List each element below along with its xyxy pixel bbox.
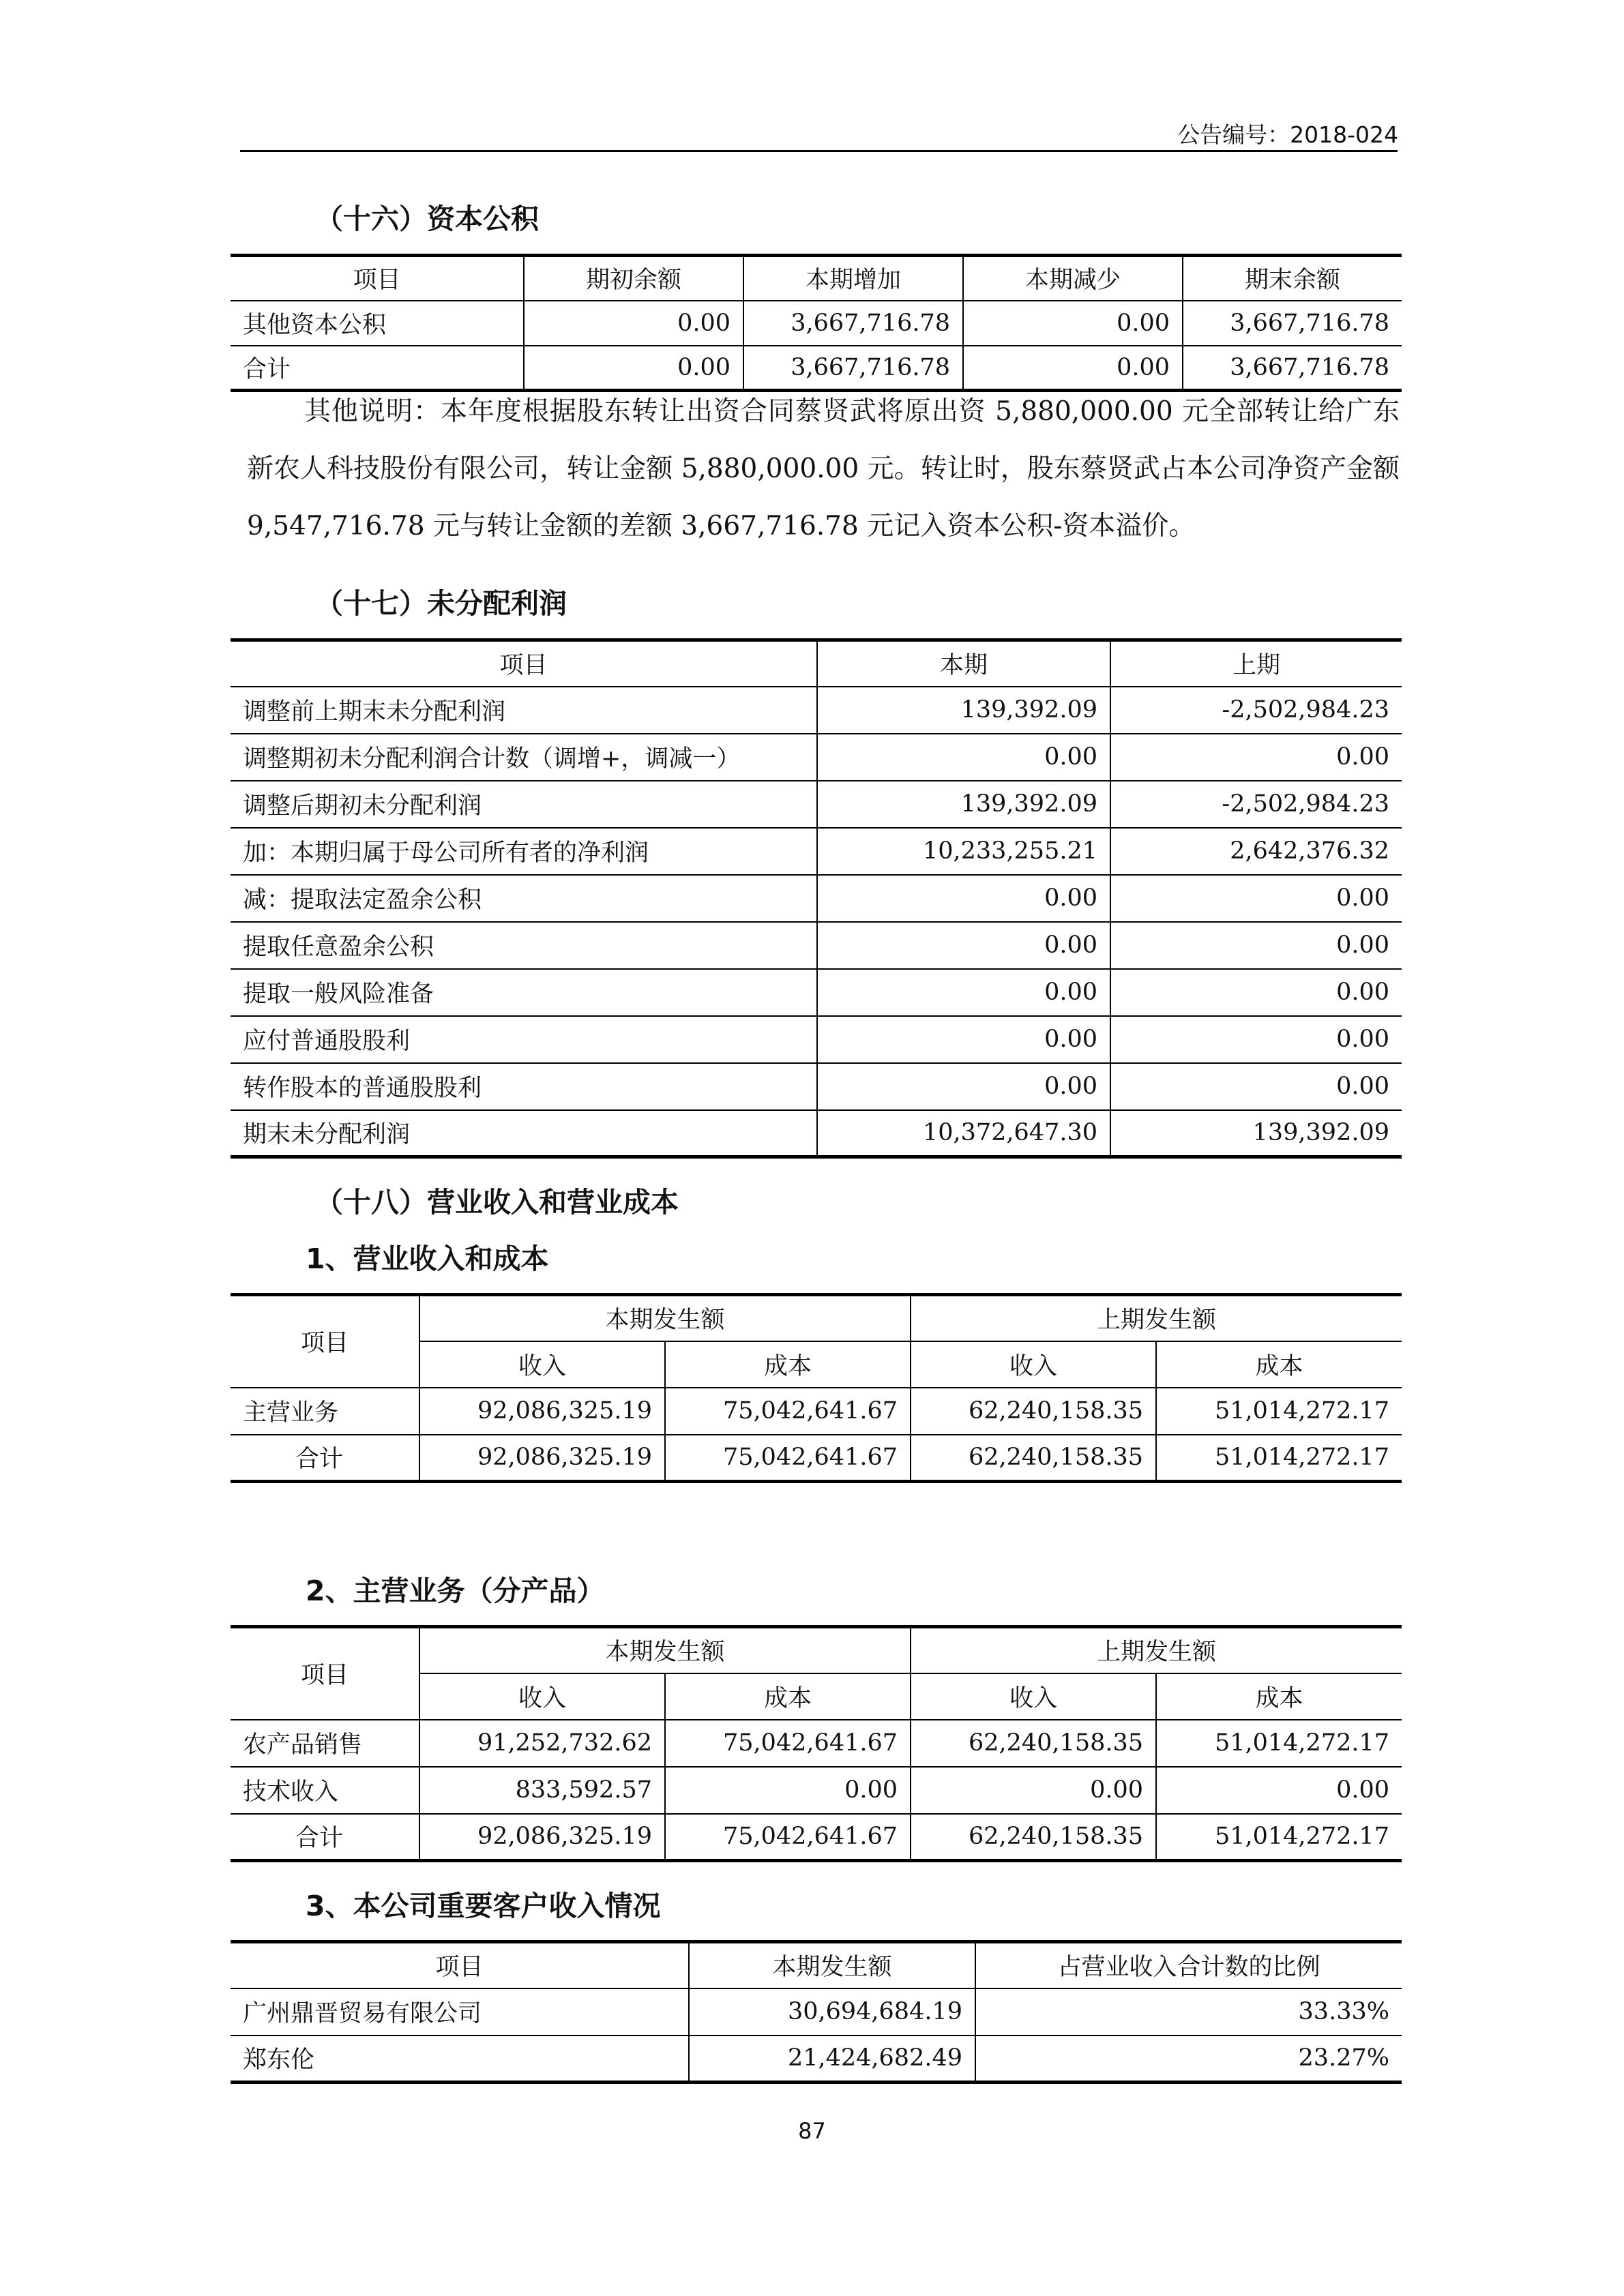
- table-cell: 0.00: [817, 922, 1110, 969]
- row-label: 合计: [231, 1814, 419, 1861]
- capital-reserve-note: 其他说明：本年度根据股东转让出资合同蔡贤武将原出资 5,880,000.00 元全部转让给广东新农人科技股份有限公司，转让金额 5,880,000.00 元。转让时，股东蔡贤武占本公司净资产金额 9,547,716.78 元与转让金额的差额 3,667,716.78 元记入资本公积-资本溢价。: [247, 396, 1400, 541]
- table-row: [231, 734, 1402, 781]
- table-header-row: [231, 640, 1402, 687]
- row-label: 农产品销售: [231, 1720, 419, 1767]
- table-cell: 3,667,716.78: [1183, 346, 1402, 391]
- row-label: 郑东伦: [231, 2036, 689, 2083]
- table-cell: 33.33%: [975, 1988, 1402, 2036]
- column-header: 项目: [231, 640, 817, 687]
- table-cell: 92,086,325.19: [419, 1388, 665, 1435]
- table-header-row: [231, 1627, 1402, 1673]
- table-cell: 51,014,272.17: [1156, 1435, 1402, 1482]
- subsection-2-title: 2、主营业务（分产品）: [306, 1575, 605, 1607]
- section-17-title: （十七）未分配利润: [315, 587, 567, 620]
- table-cell: 62,240,158.35: [911, 1388, 1156, 1435]
- table-cell: 30,694,684.19: [689, 1988, 975, 2036]
- table-cell: 0.00: [1110, 875, 1402, 922]
- row-label: 其他资本公积: [231, 301, 524, 346]
- row-label: 转作股本的普通股股利: [231, 1063, 817, 1110]
- column-header: 占营业收入合计数的比例: [975, 1942, 1402, 1988]
- table-cell: 92,086,325.19: [419, 1435, 665, 1482]
- table-cell: 0.00: [524, 346, 743, 391]
- table-cell: 2,642,376.32: [1110, 828, 1402, 875]
- table-cell: 0.00: [817, 969, 1110, 1016]
- table-cell: 75,042,641.67: [665, 1814, 911, 1861]
- row-label: 加：本期归属于母公司所有者的净利润: [231, 828, 817, 875]
- table-cell: 51,014,272.17: [1156, 1814, 1402, 1861]
- column-header: 上期: [1110, 640, 1402, 687]
- column-header: 成本: [665, 1341, 911, 1388]
- table-cell: 75,042,641.67: [665, 1720, 911, 1767]
- column-header: 期末余额: [1183, 256, 1402, 301]
- table-row: [231, 301, 1402, 346]
- capital-reserve-table: [231, 254, 1402, 392]
- revenue-cost-table: [231, 1293, 1402, 1483]
- table-row: [231, 1435, 1402, 1482]
- table-cell: 91,252,732.62: [419, 1720, 665, 1767]
- table-cell: 3,667,716.78: [743, 346, 963, 391]
- column-header: 项目: [231, 256, 524, 301]
- subsection-3-title: 3、本公司重要客户收入情况: [306, 1890, 661, 1922]
- row-label: 减：提取法定盈余公积: [231, 875, 817, 922]
- table-row: [231, 1814, 1402, 1861]
- column-header: 收入: [911, 1341, 1156, 1388]
- announcement-number: 公告编号：2018-024: [1177, 121, 1398, 148]
- key-customer-table: [231, 1940, 1402, 2084]
- table-row: [231, 781, 1402, 828]
- row-label: 合计: [231, 1435, 419, 1482]
- table-cell: 0.00: [1110, 734, 1402, 781]
- page-number: 87: [798, 2118, 826, 2144]
- table-cell: 10,372,647.30: [817, 1110, 1110, 1157]
- table-cell: 75,042,641.67: [665, 1435, 911, 1482]
- table-cell: 21,424,682.49: [689, 2036, 975, 2083]
- row-label: 主营业务: [231, 1388, 419, 1435]
- row-label: 调整前上期末未分配利润: [231, 687, 817, 734]
- revenue-by-product-table: [231, 1625, 1402, 1862]
- table-row: [231, 1767, 1402, 1814]
- column-header: 成本: [1156, 1341, 1402, 1388]
- row-label: 期末未分配利润: [231, 1110, 817, 1157]
- column-header: 收入: [419, 1673, 665, 1720]
- table-cell: 139,392.09: [817, 781, 1110, 828]
- header-divider: [240, 150, 1398, 152]
- table-cell: 0.00: [1156, 1767, 1402, 1814]
- table-cell: 10,233,255.21: [817, 828, 1110, 875]
- table-cell: -2,502,984.23: [1110, 781, 1402, 828]
- table-row: [231, 2036, 1402, 2083]
- table-row: [231, 1720, 1402, 1767]
- row-label: 广州鼎晋贸易有限公司: [231, 1988, 689, 2036]
- table-row: [231, 1110, 1402, 1157]
- table-cell: 23.27%: [975, 2036, 1402, 2083]
- table-cell: 62,240,158.35: [911, 1720, 1156, 1767]
- column-group-header: 上期发生额: [911, 1627, 1402, 1673]
- row-label: 提取任意盈余公积: [231, 922, 817, 969]
- table-row: [231, 1063, 1402, 1110]
- row-label: 调整期初未分配利润合计数（调增+，调减一）: [231, 734, 817, 781]
- table-cell: 0.00: [817, 875, 1110, 922]
- row-label: 应付普通股股利: [231, 1016, 817, 1063]
- table-cell: 3,667,716.78: [1183, 301, 1402, 346]
- column-header: 项目: [231, 1942, 689, 1988]
- section-18-title: （十八）营业收入和营业成本: [315, 1186, 679, 1219]
- column-header: 本期: [817, 640, 1110, 687]
- column-header: 项目: [231, 1295, 419, 1388]
- table-header-row: [231, 1295, 1402, 1341]
- undistributed-profit-table: [231, 638, 1402, 1159]
- table-header-row: [231, 1942, 1402, 1988]
- column-group-header: 上期发生额: [911, 1295, 1402, 1341]
- table-row: [231, 922, 1402, 969]
- section-16-title: （十六）资本公积: [315, 203, 539, 235]
- table-row: [231, 687, 1402, 734]
- row-label: 提取一般风险准备: [231, 969, 817, 1016]
- column-header: 收入: [419, 1341, 665, 1388]
- table-cell: 0.00: [817, 1063, 1110, 1110]
- row-label: 调整后期初未分配利润: [231, 781, 817, 828]
- column-header: 成本: [665, 1673, 911, 1720]
- table-cell: 75,042,641.67: [665, 1388, 911, 1435]
- table-cell: 0.00: [963, 346, 1183, 391]
- table-cell: 0.00: [1110, 1016, 1402, 1063]
- table-cell: 0.00: [817, 1016, 1110, 1063]
- table-row: [231, 969, 1402, 1016]
- table-cell: 3,667,716.78: [743, 301, 963, 346]
- table-cell: 139,392.09: [817, 687, 1110, 734]
- column-header: 成本: [1156, 1673, 1402, 1720]
- table-cell: 62,240,158.35: [911, 1814, 1156, 1861]
- column-header: 项目: [231, 1627, 419, 1720]
- column-group-header: 本期发生额: [419, 1295, 911, 1341]
- table-header-row: [231, 256, 1402, 301]
- table-cell: 0.00: [817, 734, 1110, 781]
- table-cell: -2,502,984.23: [1110, 687, 1402, 734]
- table-cell: 0.00: [1110, 969, 1402, 1016]
- column-group-header: 本期发生额: [419, 1627, 911, 1673]
- table-row: [231, 1016, 1402, 1063]
- table-row: [231, 1388, 1402, 1435]
- table-cell: 62,240,158.35: [911, 1435, 1156, 1482]
- table-cell: 92,086,325.19: [419, 1814, 665, 1861]
- table-cell: 0.00: [911, 1767, 1156, 1814]
- column-header: 本期增加: [743, 256, 963, 301]
- table-cell: 833,592.57: [419, 1767, 665, 1814]
- table-cell: 0.00: [524, 301, 743, 346]
- subsection-1-title: 1、营业收入和成本: [306, 1242, 549, 1275]
- row-label: 合计: [231, 346, 524, 391]
- table-cell: 51,014,272.17: [1156, 1388, 1402, 1435]
- table-cell: 139,392.09: [1110, 1110, 1402, 1157]
- table-cell: 51,014,272.17: [1156, 1720, 1402, 1767]
- table-row: [231, 875, 1402, 922]
- table-cell: 0.00: [1110, 922, 1402, 969]
- row-label: 技术收入: [231, 1767, 419, 1814]
- table-row: [231, 828, 1402, 875]
- table-row: [231, 1988, 1402, 2036]
- column-header: 收入: [911, 1673, 1156, 1720]
- column-header: 期初余额: [524, 256, 743, 301]
- table-cell: 0.00: [963, 301, 1183, 346]
- column-header: 本期减少: [963, 256, 1183, 301]
- table-cell: 0.00: [1110, 1063, 1402, 1110]
- column-header: 本期发生额: [689, 1942, 975, 1988]
- table-cell: 0.00: [665, 1767, 911, 1814]
